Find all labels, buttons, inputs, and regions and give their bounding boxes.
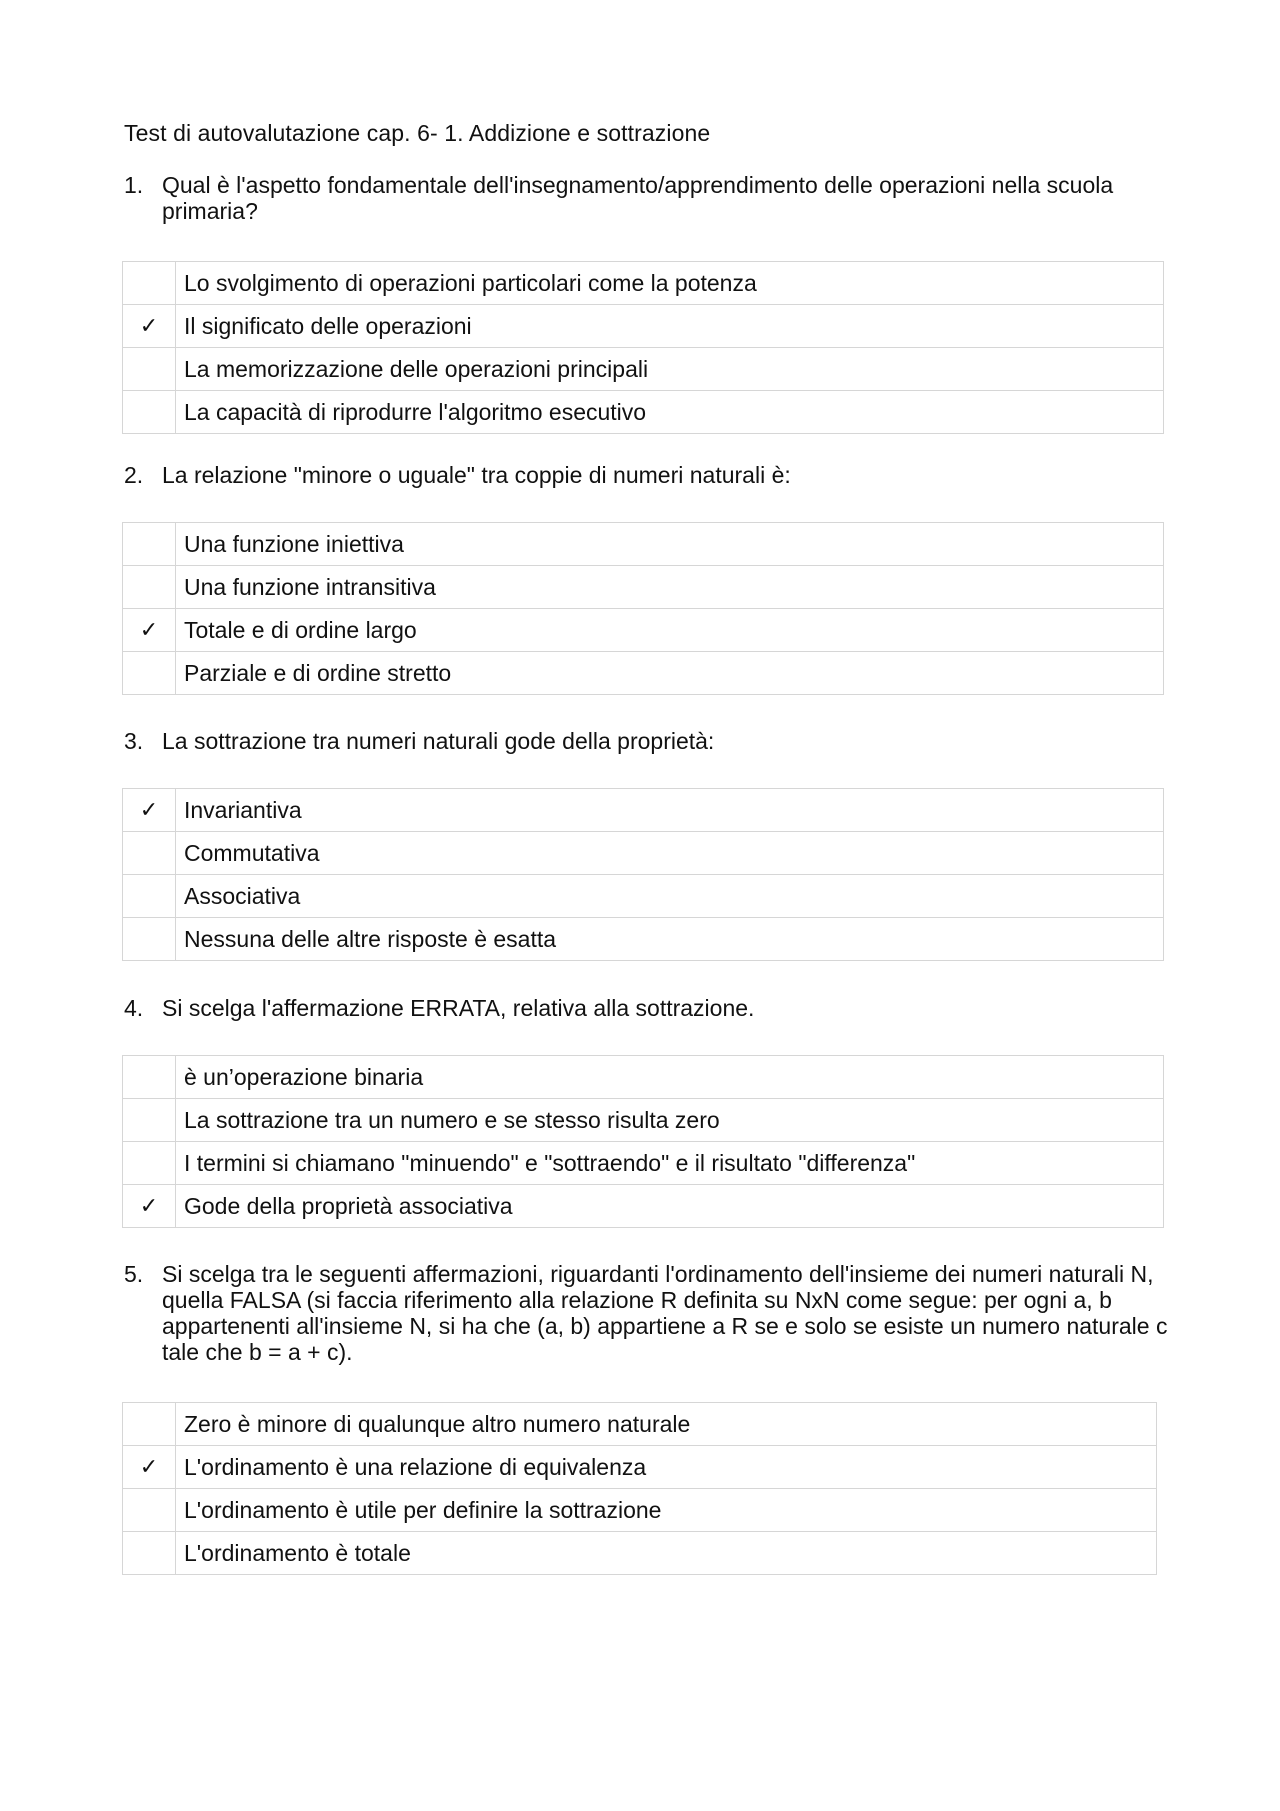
question-2 bbox=[124, 462, 1164, 488]
answer-row[interactable] bbox=[123, 1056, 1164, 1099]
answer-row[interactable] bbox=[123, 391, 1164, 434]
answer-row[interactable] bbox=[123, 875, 1164, 918]
answer-row[interactable] bbox=[123, 609, 1164, 652]
answer-row[interactable] bbox=[123, 305, 1164, 348]
answer-mark bbox=[123, 1056, 176, 1099]
answer-table-4 bbox=[122, 1055, 1164, 1228]
answer-row[interactable] bbox=[123, 789, 1164, 832]
answer-row[interactable] bbox=[123, 1532, 1157, 1575]
answer-mark bbox=[123, 1099, 176, 1142]
question-text: La sottrazione tra numeri naturali gode della proprietà: bbox=[162, 728, 715, 754]
question-number: 1. bbox=[124, 172, 144, 198]
answer-row[interactable] bbox=[123, 1185, 1164, 1228]
answer-mark bbox=[123, 348, 176, 391]
answer-text: L'ordinamento è utile per definire la sottrazione bbox=[176, 1489, 1157, 1532]
answer-text: L'ordinamento è totale bbox=[176, 1532, 1157, 1575]
answer-row[interactable] bbox=[123, 348, 1164, 391]
answer-mark bbox=[123, 1403, 176, 1446]
answer-row[interactable] bbox=[123, 1403, 1157, 1446]
question-number: 3. bbox=[124, 728, 144, 754]
answer-mark bbox=[123, 1532, 176, 1575]
answer-mark bbox=[123, 262, 176, 305]
answer-mark bbox=[123, 391, 176, 434]
answer-table-2 bbox=[122, 522, 1164, 695]
check-mark-icon: ✓ bbox=[123, 789, 176, 832]
question-4 bbox=[124, 995, 1164, 1021]
question-text: La relazione "minore o uguale" tra coppie di numeri naturali è: bbox=[162, 462, 791, 488]
answer-row[interactable] bbox=[123, 832, 1164, 875]
answer-text: Zero è minore di qualunque altro numero naturale bbox=[176, 1403, 1157, 1446]
answer-text: La sottrazione tra un numero e se stesso risulta zero bbox=[176, 1099, 1164, 1142]
answer-mark bbox=[123, 832, 176, 875]
check-mark-icon: ✓ bbox=[123, 1446, 176, 1489]
answer-row[interactable] bbox=[123, 918, 1164, 961]
question-text: Si scelga l'affermazione ERRATA, relativa alla sottrazione. bbox=[162, 995, 755, 1021]
answer-text: Nessuna delle altre risposte è esatta bbox=[176, 918, 1164, 961]
answer-text: La capacità di riprodurre l'algoritmo esecutivo bbox=[176, 391, 1164, 434]
answer-row[interactable] bbox=[123, 1489, 1157, 1532]
answer-text: Commutativa bbox=[176, 832, 1164, 875]
answer-text: è un’operazione binaria bbox=[176, 1056, 1164, 1099]
answer-mark bbox=[123, 523, 176, 566]
answer-row[interactable] bbox=[123, 1142, 1164, 1185]
question-3 bbox=[124, 728, 1164, 754]
answer-table-3 bbox=[122, 788, 1164, 961]
answer-mark bbox=[123, 875, 176, 918]
answer-row[interactable] bbox=[123, 1099, 1164, 1142]
check-mark-icon: ✓ bbox=[123, 609, 176, 652]
answer-text: Una funzione intransitiva bbox=[176, 566, 1164, 609]
question-number: 5. bbox=[124, 1261, 144, 1287]
answer-text: Gode della proprietà associativa bbox=[176, 1185, 1164, 1228]
answer-row[interactable] bbox=[123, 566, 1164, 609]
answer-row[interactable] bbox=[123, 652, 1164, 695]
answer-mark bbox=[123, 652, 176, 695]
question-text: Qual è l'aspetto fondamentale dell'insegnamento/apprendimento delle operazioni nella scuola primaria? bbox=[162, 172, 1114, 224]
answer-mark bbox=[123, 1142, 176, 1185]
answer-mark bbox=[123, 566, 176, 609]
answer-row[interactable] bbox=[123, 262, 1164, 305]
answer-mark bbox=[123, 1489, 176, 1532]
answer-text: Parziale e di ordine stretto bbox=[176, 652, 1164, 695]
answer-text: Una funzione iniettiva bbox=[176, 523, 1164, 566]
answer-row[interactable] bbox=[123, 523, 1164, 566]
document-title: Test di autovalutazione cap. 6- 1. Addizione e sottrazione bbox=[124, 120, 711, 146]
answer-table-1 bbox=[122, 261, 1164, 434]
question-number: 2. bbox=[124, 462, 144, 488]
answer-text: Invariantiva bbox=[176, 789, 1164, 832]
answer-text: Totale e di ordine largo bbox=[176, 609, 1164, 652]
answer-table-5 bbox=[122, 1402, 1157, 1575]
answer-text: L'ordinamento è una relazione di equivalenza bbox=[176, 1446, 1157, 1489]
question-5 bbox=[124, 1261, 1169, 1365]
check-mark-icon: ✓ bbox=[123, 1185, 176, 1228]
check-mark-icon: ✓ bbox=[123, 305, 176, 348]
answer-text: Associativa bbox=[176, 875, 1164, 918]
answer-text: Il significato delle operazioni bbox=[176, 305, 1164, 348]
question-text: Si scelga tra le seguenti affermazioni, riguardanti l'ordinamento dell'insieme dei numeri naturali N, quella FALSA (si faccia riferimento alla relazione R definita su NxN come segue: per ogni a, b appartenenti all'insieme N, si ha che (a, b) appartiene a R se e solo se esiste un numero naturale c tale che b = a + c). bbox=[162, 1261, 1168, 1365]
question-number: 4. bbox=[124, 995, 144, 1021]
question-1 bbox=[124, 172, 1164, 224]
answer-row[interactable] bbox=[123, 1446, 1157, 1489]
answer-mark bbox=[123, 918, 176, 961]
answer-text: I termini si chiamano "minuendo" e "sottraendo" e il risultato "differenza" bbox=[176, 1142, 1164, 1185]
answer-text: Lo svolgimento di operazioni particolari come la potenza bbox=[176, 262, 1164, 305]
answer-text: La memorizzazione delle operazioni principali bbox=[176, 348, 1164, 391]
